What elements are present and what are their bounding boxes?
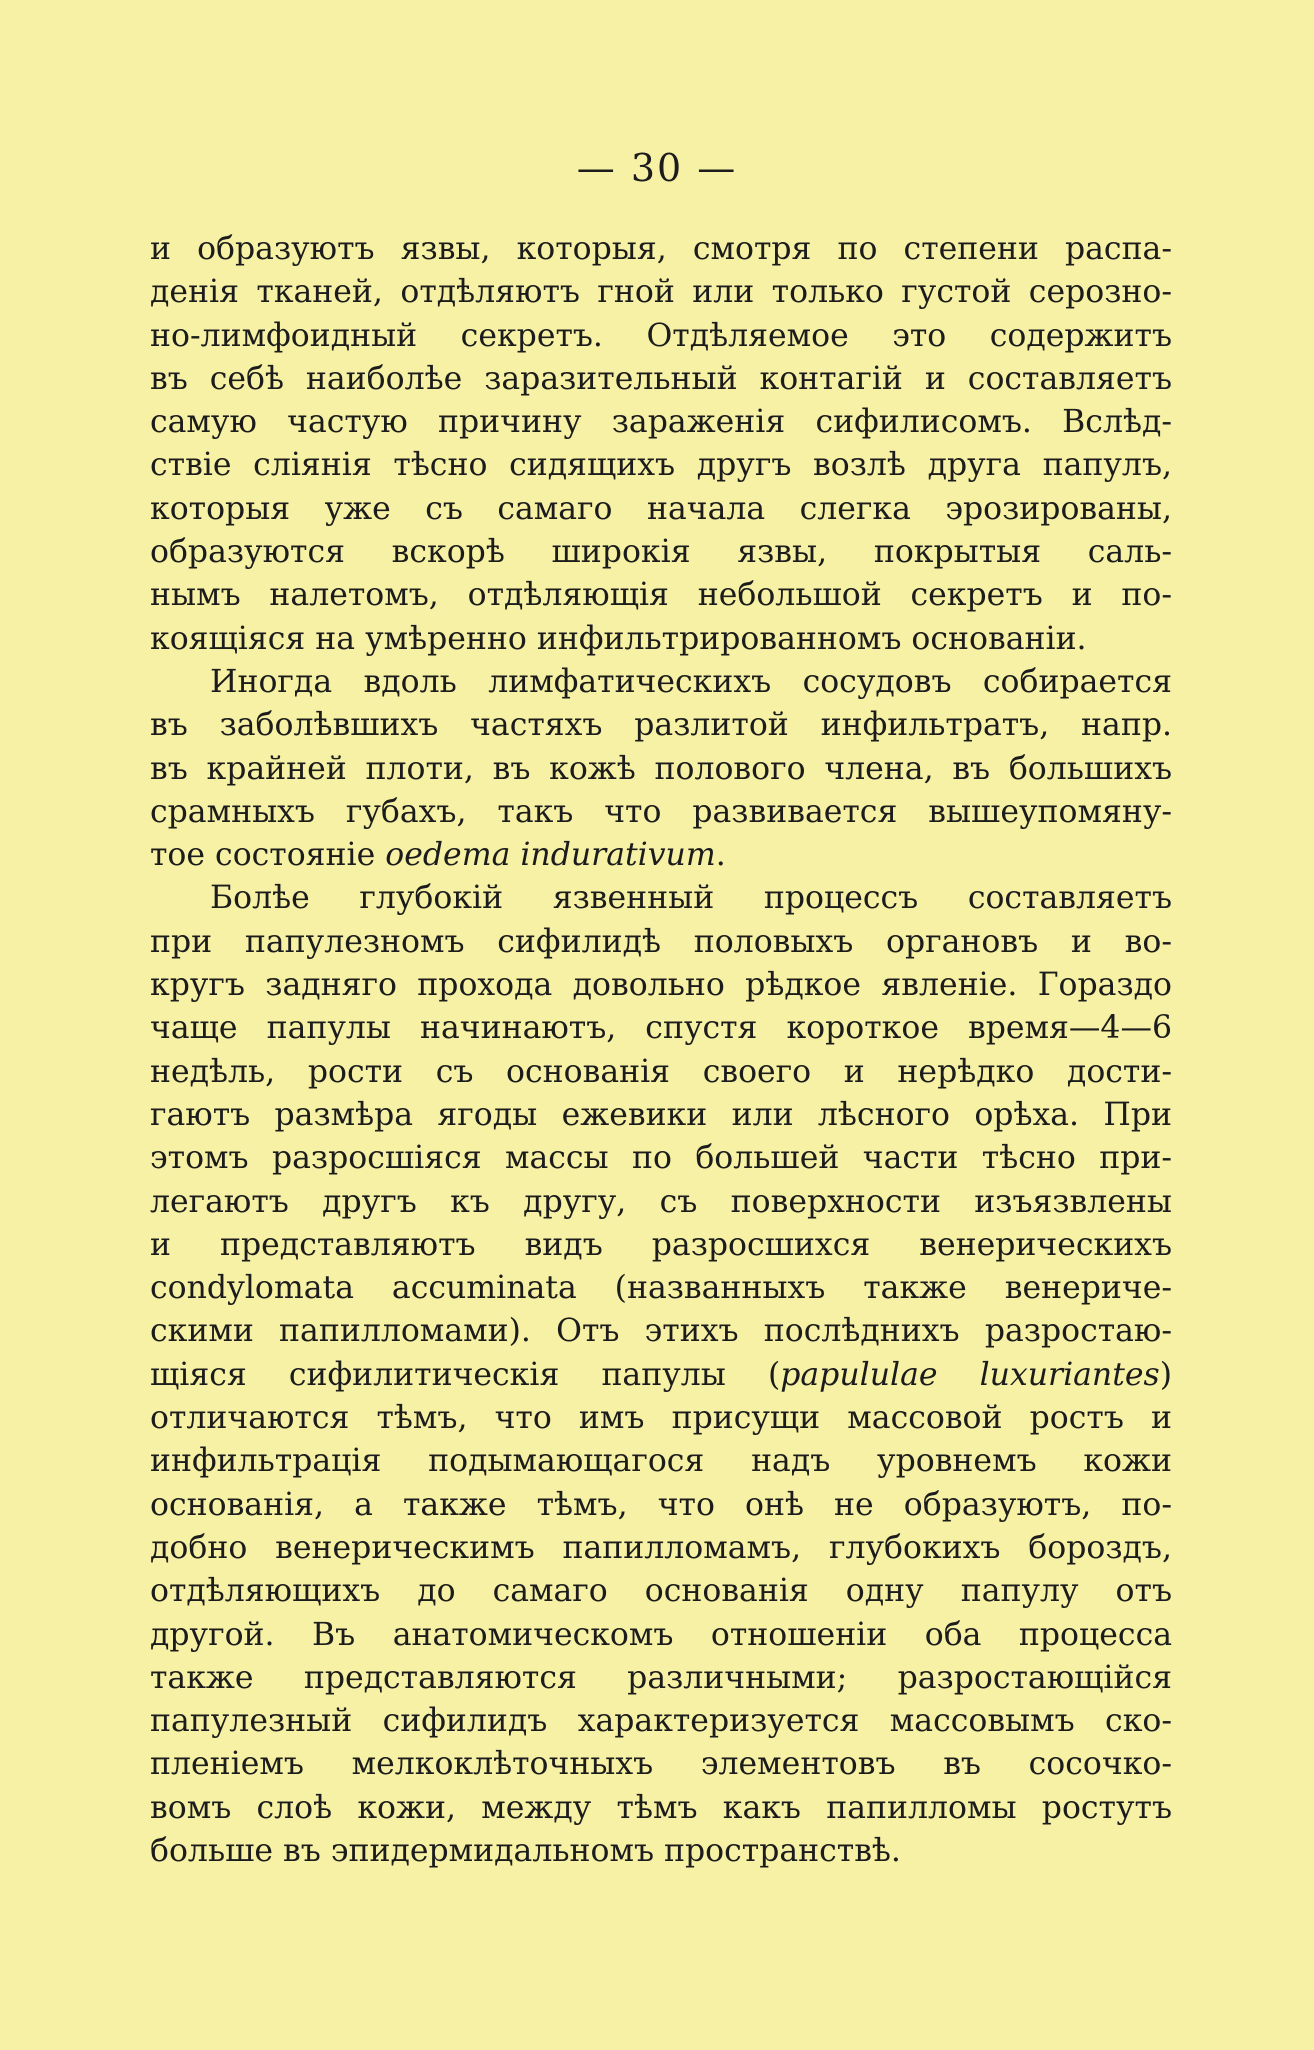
text-line: которыя уже съ самаго начала слегка эрозированы, (150, 490, 1172, 527)
text-line: легаютъ другъ къ другу, съ поверхности изъязвлены (150, 1183, 1172, 1220)
text-line: но-лимфоидный секретъ. Отдѣляемое это содержитъ (150, 317, 1172, 354)
text-line: отдѣляющихъ до самаго основанія одну папулу отъ (150, 1573, 1172, 1610)
text-fragment: ) (1159, 1356, 1172, 1393)
text-line: образуются вскорѣ широкія язвы, покрытыя саль- (150, 534, 1172, 571)
latin-term: papululae luxuriantes (780, 1356, 1160, 1393)
text-line: и образуютъ язвы, которыя, смотря по степени распа- (150, 231, 1172, 267)
text-line: недѣль, рости съ основанія своего и нерѣдко дости- (150, 1053, 1172, 1090)
text-line: condylomata accuminata (названныхъ также венериче- (150, 1270, 1172, 1307)
text-line: ствіе сліянія тѣсно сидящихъ другъ возлѣ друга папулъ, (150, 447, 1172, 484)
text-line: папулезный сифилидъ характеризуется массовымъ ско- (150, 1703, 1172, 1740)
text-line: чаще папулы начинаютъ, спустя короткое время—4—6 (150, 1010, 1172, 1047)
text-line: инфильтрація подымающагося надъ уровнемъ кожи (150, 1443, 1172, 1480)
text-line: вомъ слоѣ кожи, между тѣмъ какъ папилломы ростутъ (150, 1789, 1172, 1826)
text-line: денія тканей, отдѣляютъ гной или только густой серозно- (150, 274, 1172, 311)
text-line: скими папилломами). Отъ этихъ послѣднихъ разростаю- (150, 1313, 1172, 1350)
text-line: Болѣе глубокій язвенный процессъ составляетъ (210, 880, 1172, 917)
text-line: срамныхъ губахъ, такъ что развивается вышеупомяну- (150, 793, 1172, 830)
text-line (150, 1354, 1172, 1397)
text-line: нымъ налетомъ, отдѣляющія небольшой секретъ и по- (150, 577, 1172, 614)
text-line (150, 834, 1172, 877)
text-line: Иногда вдоль лимфатическихъ сосудовъ собирается (210, 663, 1172, 700)
text-line: пленіемъ мелкоклѣточныхъ элементовъ въ сосочко- (150, 1746, 1172, 1783)
text-line: и представляютъ видъ разросшихся венерическихъ (150, 1226, 1172, 1263)
text-line: коящіяся на умѣренно инфильтрированномъ основаніи. (150, 620, 1087, 657)
text-line: при папулезномъ сифилидѣ половыхъ органовъ и во- (150, 923, 1172, 960)
text-line: отличаются тѣмъ, что имъ присущи массовой ростъ и (150, 1400, 1172, 1437)
page-number: — 30 — (576, 146, 738, 190)
text-fragment: тое состояніе (150, 837, 386, 874)
text-line: кругъ задняго прохода довольно рѣдкое явленіе. Гораздо (150, 967, 1172, 1004)
text-line: также представляются различными; разростающійся (150, 1659, 1172, 1696)
text-line: другой. Въ анатомическомъ отношеніи оба процесса (150, 1616, 1172, 1653)
text-line: въ себѣ наиболѣе заразительный контагій и составляетъ (150, 360, 1172, 397)
latin-term: oedema indurativum (385, 837, 716, 874)
text-line: въ заболѣвшихъ частяхъ разлитой инфильтратъ, напр. (150, 707, 1172, 744)
text-line: добно венерическимъ папилломамъ, глубокихъ бороздъ, (150, 1529, 1172, 1566)
body-text (150, 228, 1172, 1873)
text-fragment: щіяся сифилитическія папулы ( (150, 1356, 781, 1393)
text-line: самую частую причину зараженія сифилисомъ. Вслѣд- (150, 404, 1172, 441)
text-fragment: . (715, 837, 726, 874)
text-line: въ крайней плоти, въ кожѣ полового члена, въ большихъ (150, 750, 1172, 787)
text-line: больше въ эпидермидальномъ пространствѣ. (150, 1832, 901, 1869)
text-line: этомъ разросшіяся массы по большей части тѣсно при- (150, 1140, 1172, 1177)
text-line: основанія, а также тѣмъ, что онѣ не образуютъ, по- (150, 1486, 1172, 1523)
text-line: гаютъ размѣра ягоды ежевики или лѣсного орѣха. При (150, 1096, 1172, 1133)
